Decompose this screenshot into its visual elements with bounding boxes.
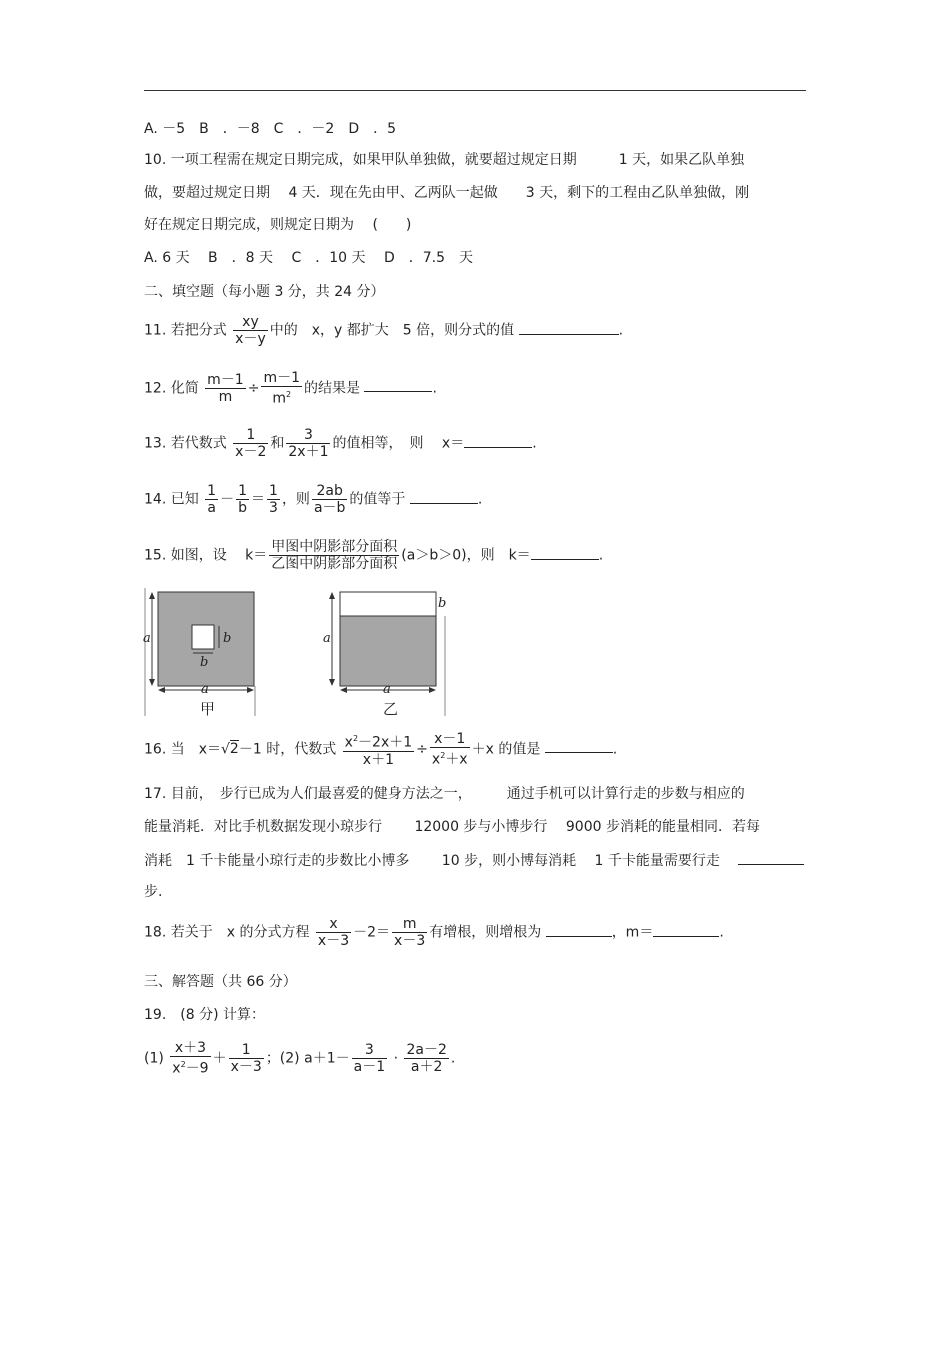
q16-denominator-1: x＋1 <box>343 751 415 768</box>
q19-p1-numerator-1: x＋3 <box>174 1040 207 1056</box>
q12-divide: ÷ <box>247 380 260 397</box>
fig-yi-label-a-side: a <box>323 631 331 646</box>
q14-e-numerator: 2ab <box>316 483 343 499</box>
q13-end: . <box>532 435 537 452</box>
q19-p1-denominator-1 <box>170 1056 210 1077</box>
fig-jia-hole <box>192 625 214 649</box>
q14-b-denominator: b <box>236 499 249 516</box>
q19-p1-denominator-2: x－3 <box>230 1058 262 1075</box>
fig-yi-label-a-bottom: a <box>383 682 391 697</box>
question-18 <box>144 916 724 949</box>
q12-fraction-2 <box>261 370 302 407</box>
q18-m-blank[interactable] <box>653 922 719 937</box>
q19-p1-fraction-2 <box>229 1042 264 1075</box>
fig-jia-label-a-side: a <box>143 631 151 646</box>
fig-arrowhead <box>149 679 155 686</box>
q19-p1-fraction-1 <box>170 1040 210 1077</box>
q18-fraction-1 <box>316 916 351 949</box>
q12-end: . <box>432 380 437 397</box>
q19-p2-fraction-1 <box>352 1042 388 1075</box>
q14-equals: ＝ <box>251 491 266 508</box>
q13-fraction-2 <box>286 427 330 460</box>
fig-arrowhead <box>149 592 155 599</box>
question-11 <box>144 314 623 347</box>
fig-arrowhead <box>158 687 165 693</box>
q19-p2-denominator-2: a＋2 <box>404 1058 448 1075</box>
q16-end: . <box>612 741 618 758</box>
q18-text-2: －2＝ <box>353 924 391 941</box>
q14-c-denominator: 3 <box>269 500 278 516</box>
q16-denominator-2 <box>430 747 470 768</box>
q12-den2-base: m <box>272 390 286 407</box>
q13-numerator-1: 1 <box>246 427 256 443</box>
q14-fraction-e <box>312 483 347 516</box>
q19-p2-numerator-2: 2a－2 <box>406 1041 447 1058</box>
q15-figure <box>140 588 460 722</box>
fig-jia-label-b-side: b <box>223 631 232 646</box>
q16-answer-blank[interactable] <box>545 738 613 753</box>
q16-num1-base: x <box>344 734 353 751</box>
q9-options: A. －5 B ．－8 C ．－2 D ．5 <box>144 121 397 137</box>
q16-text-2: －1 时，代数式 <box>238 741 337 758</box>
q14-a-numerator: 1 <box>207 483 217 499</box>
q12-text-2: 的结果是 <box>304 380 360 397</box>
question-15 <box>144 539 603 572</box>
q18-denominator-1: x－3 <box>317 933 350 949</box>
q11-fraction <box>233 314 268 347</box>
question-19-heading: 19. (8 分) 计算： <box>144 1007 265 1023</box>
q10-line-3: 好在规定日期完成，则规定日期为 ( ) <box>144 217 412 233</box>
fig-jia-label-b-bottom: b <box>200 655 209 670</box>
q14-a-denominator: a <box>205 499 218 516</box>
q18-root-blank[interactable] <box>546 922 612 937</box>
q13-text-2: 的值相等， 则 x＝ <box>332 435 465 452</box>
q10-line-1: 10. 一项工程需在规定日期完成，如果甲队单独做，就要超过规定日期 1 天，如果乙队单独 <box>144 152 745 168</box>
q16-numerator-1 <box>343 731 415 751</box>
q19-p2-fraction-2 <box>404 1042 448 1075</box>
section-3-heading: 三、解答题（共 66 分） <box>144 974 297 990</box>
q18-fraction-2 <box>392 916 427 949</box>
q15-denominator: 乙图中阴影部分面积 <box>271 556 398 572</box>
q18-denominator-2: x－3 <box>394 933 426 949</box>
q16-divide: ÷ <box>416 741 428 758</box>
q14-c-numerator: 1 <box>269 483 278 499</box>
q15-numerator: 甲图中阴影部分面积 <box>271 539 398 555</box>
fig-jia-caption: 甲 <box>200 700 216 718</box>
q14-fraction-a <box>205 483 218 516</box>
question-12 <box>144 370 437 407</box>
fig-arrowhead <box>429 687 436 693</box>
q17-line-3-text: 消耗 1 千卡能量小琼行走的步数比小博多 10 步，则小博每消耗 1 千卡能量需要行走 <box>144 853 720 869</box>
q18-end: . <box>719 924 724 941</box>
q12-denominator-1: m <box>205 388 246 405</box>
q12-numerator-1: m－1 <box>207 371 244 388</box>
q17-line-2: 能量消耗．对比手机数据发现小琼步行 12000 步与小博步行 9000 步消耗的能量相同．若每 <box>144 819 760 835</box>
q12-text: 12. 化简 <box>144 380 199 397</box>
q15-text-2: (a＞b＞0)，则 k＝ <box>401 547 531 564</box>
q19-part-2-label: ；(2) <box>265 1050 300 1067</box>
q14-fraction-c <box>267 483 280 516</box>
q19-p1-plus: ＋ <box>212 1050 227 1067</box>
q14-b-numerator: 1 <box>238 483 248 499</box>
q16-sqrt: √2 <box>221 741 239 758</box>
q18-text-3: 有增根，则增根为 <box>429 924 542 941</box>
top-rule <box>144 90 806 91</box>
question-19-parts <box>144 1040 455 1077</box>
q16-fraction-2 <box>430 731 470 768</box>
q11-denominator: x－y <box>235 331 266 347</box>
q19-part-1-label: (1) <box>144 1050 164 1067</box>
fig-yi-shaded-rect <box>340 616 436 686</box>
q15-end: . <box>598 547 604 564</box>
q13-denominator-1: x－2 <box>235 444 267 460</box>
question-13 <box>144 427 537 460</box>
fig-arrowhead <box>247 687 254 693</box>
q19-p1-numerator-2: 1 <box>241 1041 251 1058</box>
fig-jia-label-a-bottom: a <box>201 682 209 697</box>
q19-p2-dot: · <box>393 1050 399 1067</box>
fig-arrowhead <box>329 679 335 686</box>
q11-end: . <box>618 322 624 339</box>
q14-fraction-b <box>236 483 249 516</box>
q16-text-3: ＋x 的值是 <box>471 741 541 758</box>
question-14 <box>144 483 482 516</box>
q13-numerator-2: 3 <box>303 427 313 443</box>
q12-denominator-2 <box>261 386 302 407</box>
q16-sqrt-arg: 2 <box>229 741 239 758</box>
q18-text: 18. 若关于 x 的分式方程 <box>144 924 310 941</box>
q17-answer-blank[interactable] <box>738 850 804 865</box>
q12-numerator-2: m－1 <box>263 370 300 386</box>
q16-fraction-1 <box>343 731 415 768</box>
section-2-heading: 二、填空题（每小题 3 分，共 24 分） <box>144 284 385 300</box>
q19-p2-numerator-1: 3 <box>364 1041 374 1058</box>
q16-den2-base: x <box>431 751 441 768</box>
q16-text: 16. 当 x＝ <box>144 741 221 758</box>
fig-arrowhead <box>340 687 347 693</box>
q16-numerator-2: x－1 <box>434 731 466 747</box>
q11-numerator: xy <box>242 314 259 330</box>
q15-answer-blank[interactable] <box>531 545 599 560</box>
q10-options: A. 6 天 B ．8 天 C ．10 天 D ．7.5 天 <box>144 250 473 266</box>
q19-p1-den1-rest: －9 <box>185 1060 209 1077</box>
question-16 <box>144 731 617 768</box>
q15-fraction <box>269 539 399 572</box>
q18-text-4: ，m＝ <box>611 924 654 941</box>
q12-fraction-1 <box>205 372 246 405</box>
q17-line-3 <box>144 850 804 870</box>
q14-text: 14. 已知 <box>144 491 199 508</box>
q13-answer-blank[interactable] <box>464 433 532 448</box>
q12-den2-exp: 2 <box>286 390 292 399</box>
q17-line-4: 步. <box>144 884 163 900</box>
q18-numerator-2: m <box>402 916 417 932</box>
q19-p1-den1-base: x <box>172 1060 181 1077</box>
q16-den2-rest: ＋x <box>445 751 468 768</box>
q16-num1-rest: －2x＋1 <box>358 734 413 751</box>
q17-line-1: 17. 目前， 步行已成为人们最喜爱的健身方法之一， 通过手机可以计算行走的步数与相应的 <box>144 786 745 802</box>
q14-text-2: 的值等于 <box>349 491 406 508</box>
fig-yi-label-b: b <box>438 596 447 611</box>
q19-end: . <box>450 1050 456 1067</box>
q11-answer-blank[interactable] <box>519 320 619 335</box>
q14-minus: － <box>220 491 235 508</box>
q14-e-denominator: a－b <box>313 500 346 516</box>
q14-answer-blank[interactable] <box>410 489 478 504</box>
fig-arrowhead <box>329 592 335 599</box>
q14-then: ，则 <box>281 491 310 508</box>
q18-numerator-1: x <box>329 916 338 932</box>
q13-and: 和 <box>270 435 285 452</box>
q16-num1-exp: 2 <box>352 734 359 743</box>
fig-yi-caption: 乙 <box>383 700 399 718</box>
q19-p1-den1-exp: 2 <box>180 1060 186 1069</box>
q12-answer-blank[interactable] <box>364 377 432 392</box>
q11-text-2: 中的 x，y 都扩大 5 倍，则分式的值 <box>269 322 515 339</box>
q13-fraction-1 <box>233 427 268 460</box>
q11-text: 11. 若把分式 <box>144 322 227 339</box>
q19-p2-denominator-1: a－1 <box>353 1058 386 1075</box>
q19-p2-text: a＋1－ <box>304 1050 350 1067</box>
q16-den2-exp: 2 <box>440 751 446 760</box>
q14-end: . <box>477 491 483 508</box>
q15-text: 15. 如图，设 k＝ <box>144 547 268 564</box>
q13-text: 13. 若代数式 <box>144 435 227 452</box>
q13-denominator-2: 2x＋1 <box>288 444 329 460</box>
q10-line-2: 做，要超过规定日期 4 天．现在先由甲、乙两队一起做 3 天，剩下的工程由乙队单独做，刚 <box>144 185 750 201</box>
